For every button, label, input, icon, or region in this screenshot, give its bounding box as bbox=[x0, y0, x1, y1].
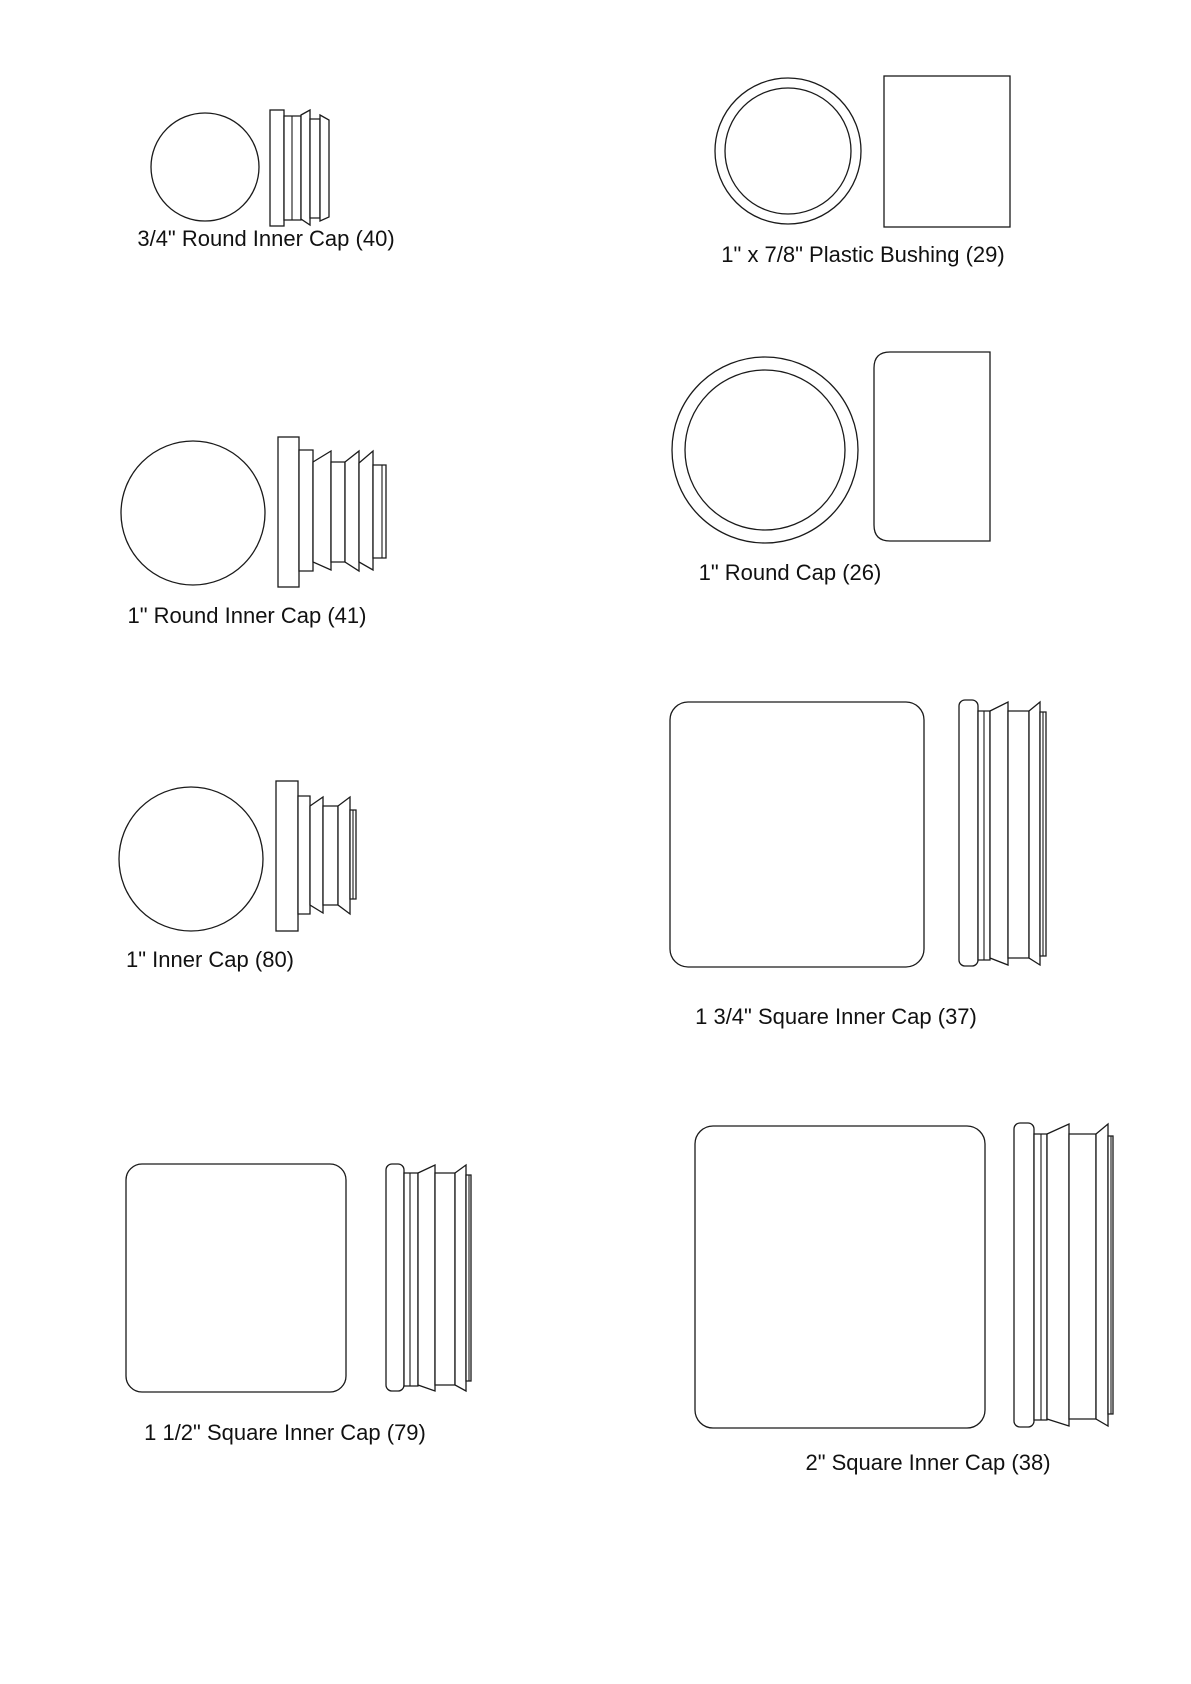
part-square-inner-cap-1-1-2 bbox=[126, 1164, 471, 1445]
square-inner-cap-1-3-4-top-view bbox=[670, 702, 924, 967]
square-inner-cap-1-1-2-top-view bbox=[126, 1164, 346, 1392]
square-inner-cap-2-label: 2" Square Inner Cap (38) bbox=[805, 1450, 1051, 1475]
square-inner-cap-1-3-4-side-view bbox=[959, 700, 1046, 966]
part-round-inner-cap-3-4 bbox=[137, 110, 394, 251]
part-square-inner-cap-1-3-4 bbox=[670, 700, 1046, 1029]
part-round-cap-1 bbox=[672, 352, 990, 585]
round-cap-1-label: 1" Round Cap (26) bbox=[698, 560, 882, 585]
square-inner-cap-2-side-view bbox=[1014, 1123, 1113, 1427]
round-inner-cap-3-4-side-view bbox=[270, 110, 329, 226]
round-inner-cap-1-side-view bbox=[278, 437, 386, 587]
plastic-bushing-side-view bbox=[884, 76, 1010, 227]
inner-cap-1-side-view bbox=[276, 781, 356, 931]
square-inner-cap-2-top-view bbox=[695, 1126, 985, 1428]
round-inner-cap-1-label: 1" Round Inner Cap (41) bbox=[127, 603, 367, 628]
square-inner-cap-1-1-2-label: 1 1/2" Square Inner Cap (79) bbox=[144, 1420, 426, 1445]
round-inner-cap-3-4-label: 3/4" Round Inner Cap (40) bbox=[137, 226, 395, 251]
round-cap-1-top-view bbox=[672, 357, 858, 543]
inner-cap-1-top-view bbox=[119, 787, 263, 931]
square-inner-cap-1-3-4-label: 1 3/4" Square Inner Cap (37) bbox=[695, 1004, 977, 1029]
inner-cap-1-label: 1" Inner Cap (80) bbox=[126, 947, 295, 972]
plastic-bushing-top-view bbox=[715, 78, 861, 224]
part-round-inner-cap-1 bbox=[121, 437, 386, 628]
round-inner-cap-1-top-view bbox=[121, 441, 265, 585]
round-cap-1-side-view bbox=[874, 352, 990, 541]
round-inner-cap-3-4-top-view bbox=[151, 113, 259, 221]
part-plastic-bushing bbox=[715, 76, 1010, 267]
part-inner-cap-1 bbox=[119, 781, 356, 972]
square-inner-cap-1-1-2-side-view bbox=[386, 1164, 471, 1391]
plastic-bushing-label: 1" x 7/8" Plastic Bushing (29) bbox=[721, 242, 1005, 267]
part-square-inner-cap-2 bbox=[695, 1123, 1113, 1475]
